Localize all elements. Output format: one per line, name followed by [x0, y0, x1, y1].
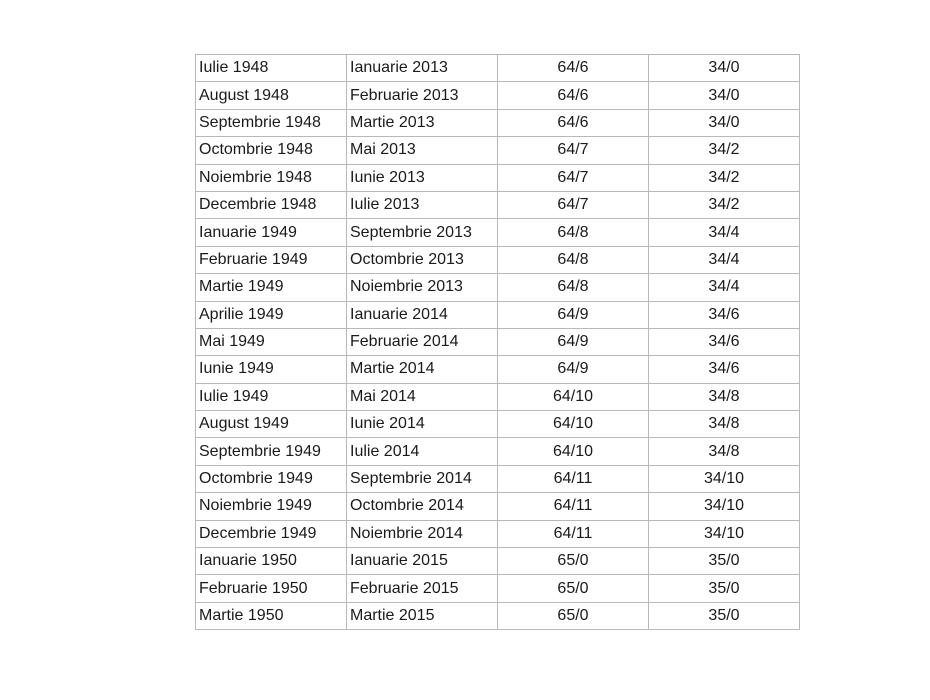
contribution-period-cell: 35/0 — [649, 575, 800, 602]
retirement-month-cell: Iunie 2014 — [347, 411, 498, 438]
table-row — [196, 274, 800, 301]
standard-age-cell: 64/8 — [498, 274, 649, 301]
table-row — [196, 411, 800, 438]
table-row — [196, 191, 800, 218]
table-row — [196, 82, 800, 109]
contribution-period-cell: 34/6 — [649, 328, 800, 355]
contribution-period-cell: 35/0 — [649, 602, 800, 629]
standard-age-cell: 64/11 — [498, 520, 649, 547]
retirement-month-cell: Mai 2013 — [347, 137, 498, 164]
contribution-period-cell: 34/0 — [649, 55, 800, 82]
contribution-period-cell: 34/8 — [649, 438, 800, 465]
standard-age-cell: 64/6 — [498, 55, 649, 82]
retirement-month-cell: Noiembrie 2013 — [347, 274, 498, 301]
table-row — [196, 356, 800, 383]
table-row — [196, 301, 800, 328]
birth-month-cell: Noiembrie 1948 — [196, 164, 347, 191]
birth-month-cell: Martie 1949 — [196, 274, 347, 301]
retirement-month-cell: Octombrie 2013 — [347, 246, 498, 273]
standard-age-cell: 64/8 — [498, 246, 649, 273]
table-row — [196, 109, 800, 136]
birth-month-cell: Ianuarie 1949 — [196, 219, 347, 246]
standard-age-cell: 64/9 — [498, 301, 649, 328]
contribution-period-cell: 34/10 — [649, 465, 800, 492]
standard-age-cell: 64/8 — [498, 219, 649, 246]
contribution-period-cell: 34/8 — [649, 411, 800, 438]
standard-age-cell: 64/9 — [498, 328, 649, 355]
table-row — [196, 465, 800, 492]
standard-age-cell: 64/7 — [498, 164, 649, 191]
birth-month-cell: Iunie 1949 — [196, 356, 347, 383]
retirement-month-cell: Noiembrie 2014 — [347, 520, 498, 547]
table-row — [196, 602, 800, 629]
birth-month-cell: Noiembrie 1949 — [196, 493, 347, 520]
table-row — [196, 164, 800, 191]
retirement-month-cell: Iulie 2014 — [347, 438, 498, 465]
retirement-month-cell: Martie 2014 — [347, 356, 498, 383]
birth-month-cell: Iulie 1949 — [196, 383, 347, 410]
table-row — [196, 438, 800, 465]
contribution-period-cell: 34/8 — [649, 383, 800, 410]
standard-age-cell: 65/0 — [498, 602, 649, 629]
contribution-period-cell: 35/0 — [649, 548, 800, 575]
table-row — [196, 575, 800, 602]
table-row — [196, 383, 800, 410]
contribution-period-cell: 34/4 — [649, 274, 800, 301]
birth-month-cell: Mai 1949 — [196, 328, 347, 355]
standard-age-cell: 64/7 — [498, 191, 649, 218]
birth-month-cell: Octombrie 1948 — [196, 137, 347, 164]
birth-month-cell: Martie 1950 — [196, 602, 347, 629]
table-row — [196, 137, 800, 164]
standard-age-cell: 64/6 — [498, 109, 649, 136]
contribution-period-cell: 34/10 — [649, 493, 800, 520]
birth-month-cell: Octombrie 1949 — [196, 465, 347, 492]
standard-age-cell: 64/10 — [498, 438, 649, 465]
contribution-period-cell: 34/10 — [649, 520, 800, 547]
table-row — [196, 55, 800, 82]
retirement-month-cell: Iulie 2013 — [347, 191, 498, 218]
birth-month-cell: Septembrie 1949 — [196, 438, 347, 465]
retirement-month-cell: Februarie 2013 — [347, 82, 498, 109]
table-row — [196, 493, 800, 520]
retirement-month-cell: Februarie 2015 — [347, 575, 498, 602]
retirement-month-cell: Mai 2014 — [347, 383, 498, 410]
retirement-month-cell: Februarie 2014 — [347, 328, 498, 355]
contribution-period-cell: 34/2 — [649, 137, 800, 164]
birth-month-cell: Ianuarie 1950 — [196, 548, 347, 575]
retirement-month-cell: Ianuarie 2013 — [347, 55, 498, 82]
retirement-month-cell: Octombrie 2014 — [347, 493, 498, 520]
table-body — [196, 55, 800, 630]
standard-age-cell: 64/9 — [498, 356, 649, 383]
table-row — [196, 548, 800, 575]
standard-age-cell: 64/10 — [498, 411, 649, 438]
standard-age-cell: 65/0 — [498, 548, 649, 575]
standard-age-cell: 64/11 — [498, 493, 649, 520]
birth-month-cell: Februarie 1949 — [196, 246, 347, 273]
table-row — [196, 328, 800, 355]
retirement-month-cell: Martie 2013 — [347, 109, 498, 136]
standard-age-cell: 64/11 — [498, 465, 649, 492]
contribution-period-cell: 34/6 — [649, 301, 800, 328]
birth-month-cell: Februarie 1950 — [196, 575, 347, 602]
data-table — [195, 54, 800, 630]
contribution-period-cell: 34/6 — [649, 356, 800, 383]
birth-month-cell: August 1949 — [196, 411, 347, 438]
standard-age-cell: 64/7 — [498, 137, 649, 164]
contribution-period-cell: 34/2 — [649, 164, 800, 191]
document-table-container — [195, 54, 799, 630]
contribution-period-cell: 34/4 — [649, 246, 800, 273]
birth-month-cell: Aprilie 1949 — [196, 301, 347, 328]
contribution-period-cell: 34/2 — [649, 191, 800, 218]
retirement-month-cell: Iunie 2013 — [347, 164, 498, 191]
retirement-month-cell: Martie 2015 — [347, 602, 498, 629]
contribution-period-cell: 34/0 — [649, 109, 800, 136]
table-row — [196, 219, 800, 246]
retirement-month-cell: Septembrie 2013 — [347, 219, 498, 246]
standard-age-cell: 64/10 — [498, 383, 649, 410]
retirement-month-cell: Ianuarie 2014 — [347, 301, 498, 328]
contribution-period-cell: 34/0 — [649, 82, 800, 109]
birth-month-cell: Septembrie 1948 — [196, 109, 347, 136]
table-row — [196, 520, 800, 547]
birth-month-cell: Iulie 1948 — [196, 55, 347, 82]
retirement-month-cell: Septembrie 2014 — [347, 465, 498, 492]
table-row — [196, 246, 800, 273]
standard-age-cell: 65/0 — [498, 575, 649, 602]
birth-month-cell: Decembrie 1948 — [196, 191, 347, 218]
birth-month-cell: Decembrie 1949 — [196, 520, 347, 547]
retirement-month-cell: Ianuarie 2015 — [347, 548, 498, 575]
contribution-period-cell: 34/4 — [649, 219, 800, 246]
birth-month-cell: August 1948 — [196, 82, 347, 109]
standard-age-cell: 64/6 — [498, 82, 649, 109]
